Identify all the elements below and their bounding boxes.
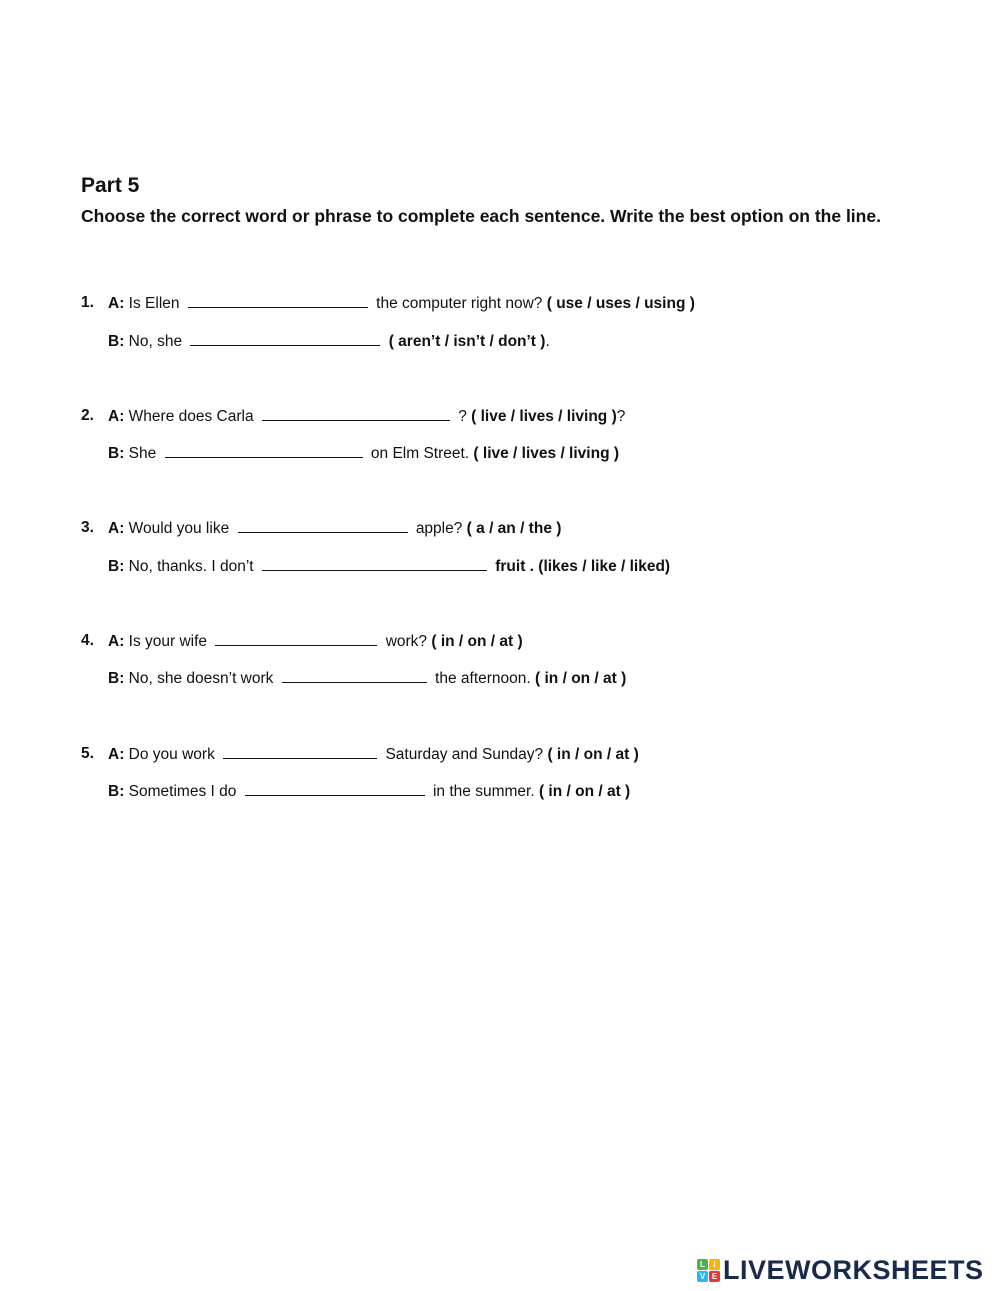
logo-mark-letter: I bbox=[709, 1259, 720, 1270]
sentence-end: apple? bbox=[415, 520, 463, 537]
speaker-label: B: bbox=[108, 558, 125, 575]
answer-blank[interactable] bbox=[282, 668, 427, 683]
sentence-start: Would you like bbox=[128, 520, 230, 537]
question-4-line-b bbox=[108, 668, 626, 689]
answer-options: ( in / on / at ) bbox=[547, 746, 639, 763]
logo-text: LIVEWORKSHEETS bbox=[723, 1254, 984, 1285]
speaker-label: A: bbox=[108, 408, 125, 425]
sentence-start: Is your wife bbox=[128, 633, 208, 650]
answer-blank[interactable] bbox=[245, 781, 425, 796]
speaker-label: B: bbox=[108, 783, 125, 800]
sentence-start: No, she bbox=[128, 333, 183, 350]
sentence-start: Is Ellen bbox=[128, 295, 180, 312]
answer-options: ( a / an / the ) bbox=[466, 520, 562, 537]
answer-options: ( live / lives / living ) bbox=[473, 445, 619, 462]
speaker-label: A: bbox=[108, 295, 125, 312]
sentence-end: Saturday and Sunday? bbox=[385, 746, 544, 763]
sentence-start: Where does Carla bbox=[128, 408, 254, 425]
answer-options: ( in / on / at ) bbox=[538, 783, 631, 800]
sentence-start: No, she doesn’t work bbox=[128, 670, 274, 687]
question-5-line-a bbox=[108, 744, 639, 765]
question-5-line-b bbox=[108, 781, 630, 802]
sentence-end: the computer right now? bbox=[376, 295, 543, 312]
sentence-start: No, thanks. I don’t bbox=[128, 558, 254, 575]
answer-blank[interactable] bbox=[190, 331, 380, 346]
instructions: Choose the correct word or phrase to complete each sentence. Write the best option on the line. bbox=[81, 206, 881, 226]
speaker-label: B: bbox=[108, 670, 125, 687]
sentence-start: Do you work bbox=[128, 746, 215, 763]
speaker-label: A: bbox=[108, 633, 125, 650]
sentence-end: on Elm Street. bbox=[370, 445, 470, 462]
speaker-label: B: bbox=[108, 445, 125, 462]
question-number: 1. bbox=[81, 294, 94, 311]
speaker-label: B: bbox=[108, 333, 125, 350]
answer-options: ( in / on / at ) bbox=[431, 633, 523, 650]
question-3-line-a bbox=[108, 518, 561, 539]
sentence-end: in the summer. bbox=[432, 783, 535, 800]
answer-blank[interactable] bbox=[262, 556, 487, 571]
question-2-line-b bbox=[108, 443, 619, 464]
sentence-end: work? bbox=[385, 633, 428, 650]
sentence-start: Sometimes I do bbox=[128, 783, 237, 800]
question-number: 3. bbox=[81, 519, 94, 536]
question-number: 4. bbox=[81, 632, 94, 649]
logo-mark-letter: E bbox=[709, 1271, 720, 1282]
answer-blank[interactable] bbox=[215, 631, 377, 646]
question-1-line-a bbox=[108, 293, 695, 314]
logo-mark-letter: L bbox=[697, 1259, 708, 1270]
sentence-tail: ? bbox=[616, 408, 626, 425]
speaker-label: A: bbox=[108, 520, 125, 537]
logo-mark-icon bbox=[697, 1259, 720, 1282]
sentence-end: the afternoon. bbox=[435, 670, 531, 687]
speaker-label: A: bbox=[108, 746, 125, 763]
answer-options: ( live / lives / living ) bbox=[471, 408, 617, 425]
answer-options: ( aren’t / isn’t / don’t ) bbox=[388, 333, 546, 350]
logo-mark-letter: V bbox=[697, 1271, 708, 1282]
sentence-tail: . bbox=[545, 333, 550, 350]
answer-blank[interactable] bbox=[262, 406, 450, 421]
part-title: Part 5 bbox=[81, 174, 140, 197]
answer-options: ( use / uses / using ) bbox=[546, 295, 695, 312]
sentence-end: ? bbox=[458, 408, 467, 425]
answer-blank[interactable] bbox=[238, 518, 408, 533]
question-4-line-a bbox=[108, 631, 523, 652]
liveworksheets-logo bbox=[697, 1254, 984, 1285]
answer-blank[interactable] bbox=[223, 744, 377, 759]
question-3-line-b bbox=[108, 556, 670, 577]
question-number: 5. bbox=[81, 745, 94, 762]
answer-options: ( in / on / at ) bbox=[535, 670, 627, 687]
answer-options: fruit . (likes / like / liked) bbox=[495, 558, 671, 575]
sentence-start: She bbox=[128, 445, 157, 462]
answer-blank[interactable] bbox=[165, 443, 363, 458]
question-number: 2. bbox=[81, 407, 94, 424]
question-1-line-b bbox=[108, 331, 550, 352]
question-2-line-a bbox=[108, 406, 625, 427]
answer-blank[interactable] bbox=[188, 293, 368, 308]
